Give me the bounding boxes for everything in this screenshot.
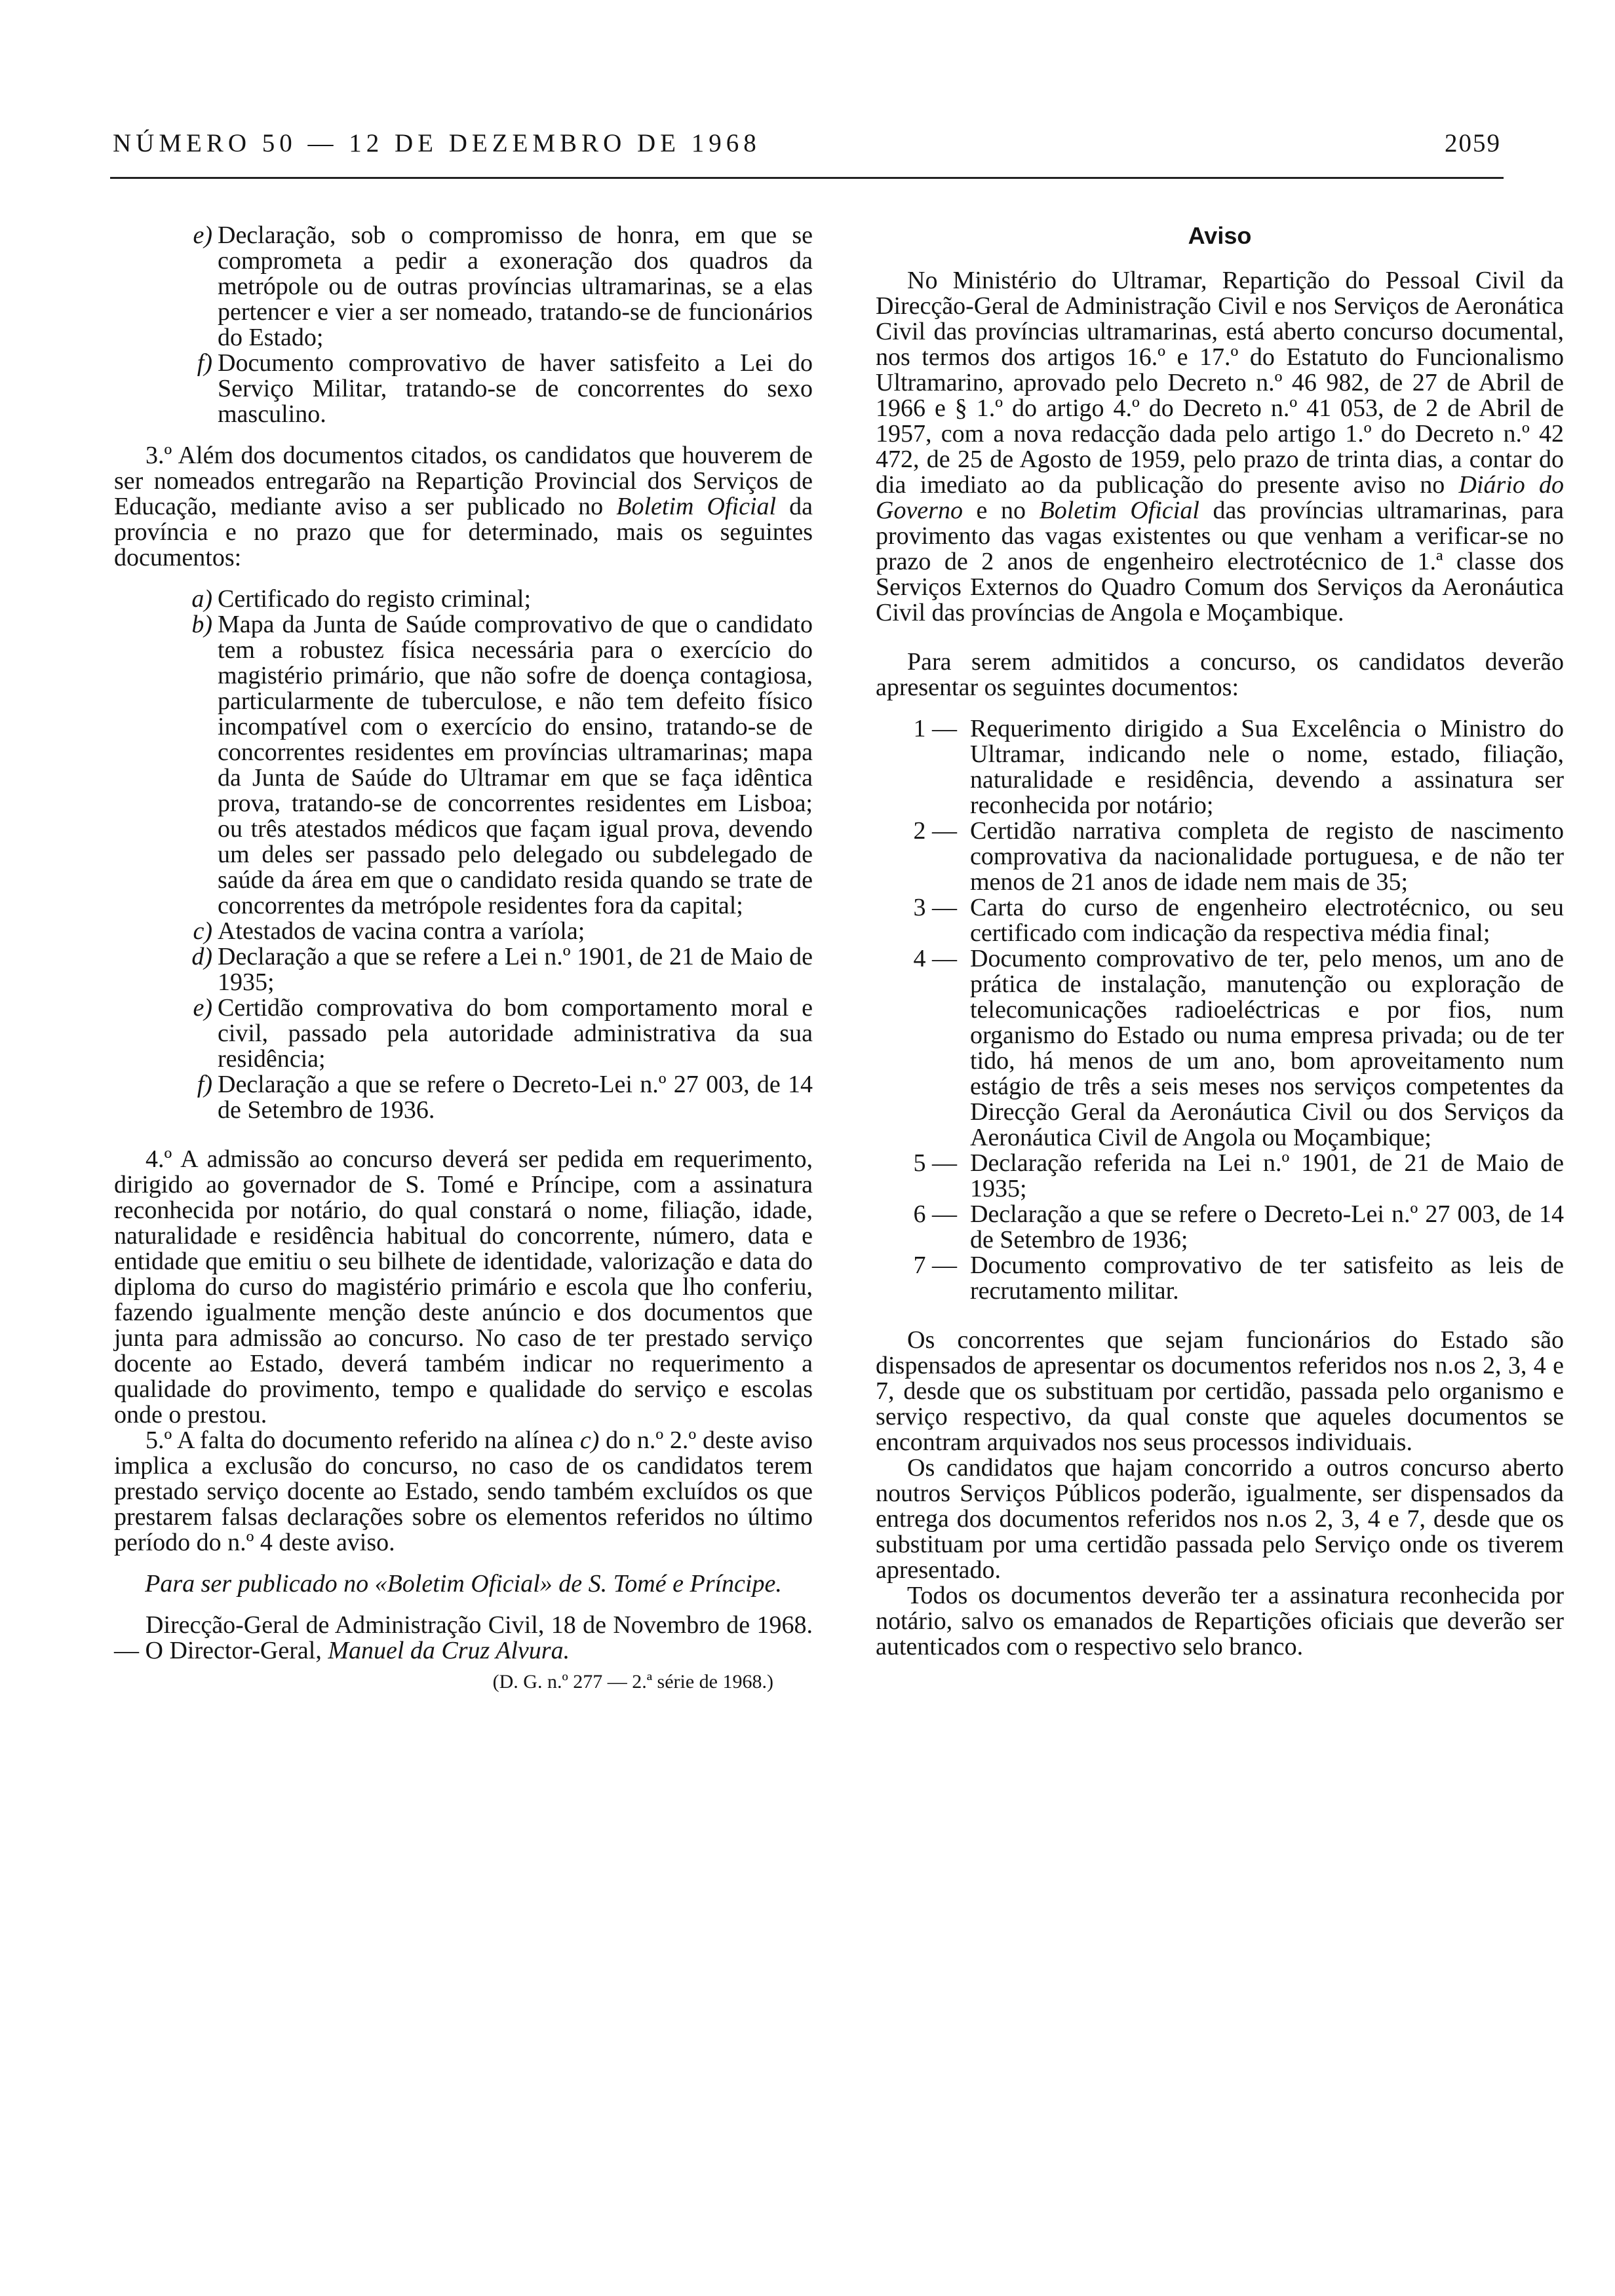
admission-paragraph: Para serem admitidos a concurso, os candidatos deverão apresentar os seguintes documentos:: [876, 648, 1564, 701]
right-column: [876, 223, 1564, 1660]
note-paragraph: Os concorrentes que sejam funcionários do Estado são dispensados de apresentar os documentos referidos nos n.os 2, 3, 4 e 7, desde que os substituam por certidão, passada pelo organismo e serviço respectivo, da qual conste que aqueles documentos se encontram arquivados nos seus processos individuais.: [876, 1326, 1564, 1456]
document-item: 5 — Declaração referida na Lei n.º 1901, de 21 de Maio de 1935;: [913, 1149, 1564, 1202]
left-column: [114, 223, 813, 1694]
list-item: f) Declaração a que se refere o Decreto-Lei n.º 27 003, de 14 de Setembro de 1936.: [197, 1071, 813, 1124]
gazette-reference: (D. G. n.º 277 — 2.ª série de 1968.): [492, 1671, 773, 1693]
note-paragraph: Os candidatos que hajam concorrido a outros concurso aberto noutros Serviços Públicos poderão, igualmente, ser dispensados da entrega dos documentos referidos nos n.os 2, 3, 4 e 7, desde que os substituam por uma certidão passada pelo Serviço onde os tiverem apresentado.: [876, 1454, 1564, 1584]
list-item: c) Atestados de vacina contra a varíola;: [193, 917, 585, 945]
document-item: 1 — Requerimento dirigido a Sua Excelência o Ministro do Ultramar, indicando nele o nome, estado, filiação, naturalidade e residência, devendo a assinatura ser reconhecida por notário;: [913, 715, 1564, 819]
note-paragraph: Todos os documentos deverão ter a assinatura reconhecida por notário, salvo os emanados de Repartições oficiais que deverão ser autenticados com o respectivo selo branco.: [876, 1582, 1564, 1660]
document-item: 4 — Documento comprovativo de ter, pelo menos, um ano de prática de instalação, manutenção ou exploração de telecomunicações radioeléctricas e por fios, num organismo do Estado ou numa empresa privada; ou de ter tido, há menos de um ano, bom aproveitamento num estágio de três a seis meses nos serviços competentes da Direcção Geral da Aeronáutica Civil ou dos Serviços da Aeronáutica Civil de Angola ou Moçambique;: [913, 945, 1564, 1151]
document-item: 7 — Documento comprovativo de ter satisfeito as leis de recrutamento militar.: [913, 1252, 1564, 1305]
document-item: 3 — Carta do curso de engenheiro electrotécnico, ou seu certificado com indicação da respectiva média final;: [913, 894, 1564, 947]
issue-line: NÚMERO 50 — 12 DE DEZEMBRO DE 1968: [113, 129, 761, 157]
list-item: e) Declaração, sob o compromisso de honra, em que se comprometa a pedir a exoneração dos quadros da metrópole ou de outras províncias ultramarinas, se a elas pertencer e vier a ser nomeado, tratando-se de funcionários do Estado;: [193, 221, 813, 351]
document-item: 2 — Certidão narrativa completa de registo de nascimento comprovativa da nacionalidade portuguesa, e de não ter menos de 21 anos de idade nem mais de 35;: [913, 817, 1564, 896]
publication-note: Para ser publicado no «Boletim Oficial» de S. Tomé e Príncipe.: [145, 1570, 782, 1598]
list-item: b) Mapa da Junta de Saúde comprovativo de que o candidato tem a robustez física necessária para o exercício do magistério primário, que não sofre de doença contagiosa, particularmente de tuberculose, e não tem defeito físico incompatível com o exercício do ensino, tratando-se de concorrentes residentes em províncias ultramarinas; mapa da Junta de Saúde do Ultramar em que se faça idêntica prova, tratando-se de concorrentes residentes em Lisboa; ou três atestados médicos que façam igual prova, devendo um deles ser passado pelo delegado ou subdelegado de saúde da área em que o candidato resida quando se trate de concorrentes da metrópole residentes fora da capital;: [191, 611, 813, 919]
list-item: d) Declaração a que se refere a Lei n.º 1901, de 21 de Maio de 1935;: [191, 943, 813, 996]
section-heading: Aviso: [1188, 222, 1252, 249]
list-item: a) Certificado do registo criminal;: [191, 585, 532, 613]
intro-paragraph: No Ministério do Ultramar, Repartição do Pessoal Civil da Direcção-Geral de Administração Civil e nos Serviços de Aeronática Civil das províncias ultramarinas, está aberto concurso documental, nos termos dos artigos 16.º e 17.º do Estatuto do Funcionalismo Ultramarino, aprovado pelo Decreto n.º 46 982, de 27 de Abril de 1966 e § 1.º do artigo 4.º do Decreto n.º 41 053, de 2 de Abril de 1957, com a nova redacção dada pelo artigo 1.º do Decreto n.º 42 472, de 25 de Agosto de 1959, pelo prazo de trinta dias, a contar do dia imediato ao da publicação do presente aviso no Diário do Governo e no Boletim Oficial das províncias ultramarinas, para provimento das vagas existentes ou que venham a verificar-se no prazo de 2 anos de engenheiro electrotécnico de 1.ª classe dos Serviços Externos do Quadro Comum dos Serviços da Aeronáutica Civil das províncias de Angola e Moçambique.: [876, 267, 1565, 626]
page-number: 2059: [1445, 129, 1501, 157]
header-rule: [110, 177, 1504, 179]
page-header: [113, 128, 1501, 168]
document-item: 6 — Declaração a que se refere o Decreto-Lei n.º 27 003, de 14 de Setembro de 1936;: [913, 1200, 1564, 1253]
paragraph-4: 4.º A admissão ao concurso deverá ser pedida em requerimento, dirigido ao governador de S. Tomé e Príncipe, com a assinatura reconhecida por notário, do qual constará o nome, filiação, idade, naturalidade e residência habitual do concorrente, número, data e entidade que emitiu o seu bilhete de identidade, valorização e data do diploma do curso do magistério primário e escola que lho conferiu, fazendo igualmente menção deste anúncio e dos documentos que junta para admissão ao concurso. No caso de ter prestado serviço docente ao Estado, deverá também indicar no requerimento a qualidade do provimento, tempo e qualidade do serviço e escolas onde o prestou.: [114, 1145, 813, 1428]
list-item: e) Certidão comprovativa do bom comportamento moral e civil, passado pela autoridade administrativa da sua residência;: [193, 994, 813, 1073]
signature-line: Direcção-Geral de Administração Civil, 18 de Novembro de 1968. — O Director-Geral, Manuel da Cruz Alvura.: [114, 1611, 813, 1664]
paragraph-3: 3.º Além dos documentos citados, os candidatos que houverem de ser nomeados entregarão na Repartição Provincial dos Serviços de Educação, mediante aviso a ser publicado no Boletim Oficial da província e no prazo que for determinado, mais os seguintes documentos:: [114, 442, 813, 571]
list-item: f) Documento comprovativo de haver satisfeito a Lei do Serviço Militar, tratando-se de concorrentes do sexo masculino.: [197, 349, 813, 428]
paragraph-5: 5.º A falta do documento referido na alínea c) do n.º 2.º deste aviso implica a exclusão do concurso, no caso de os candidatos terem prestado serviço docente ao Estado, sendo também excluídos os que prestarem falsas declarações sobre os elementos referidos no último período do n.º 4 deste aviso.: [114, 1426, 813, 1556]
